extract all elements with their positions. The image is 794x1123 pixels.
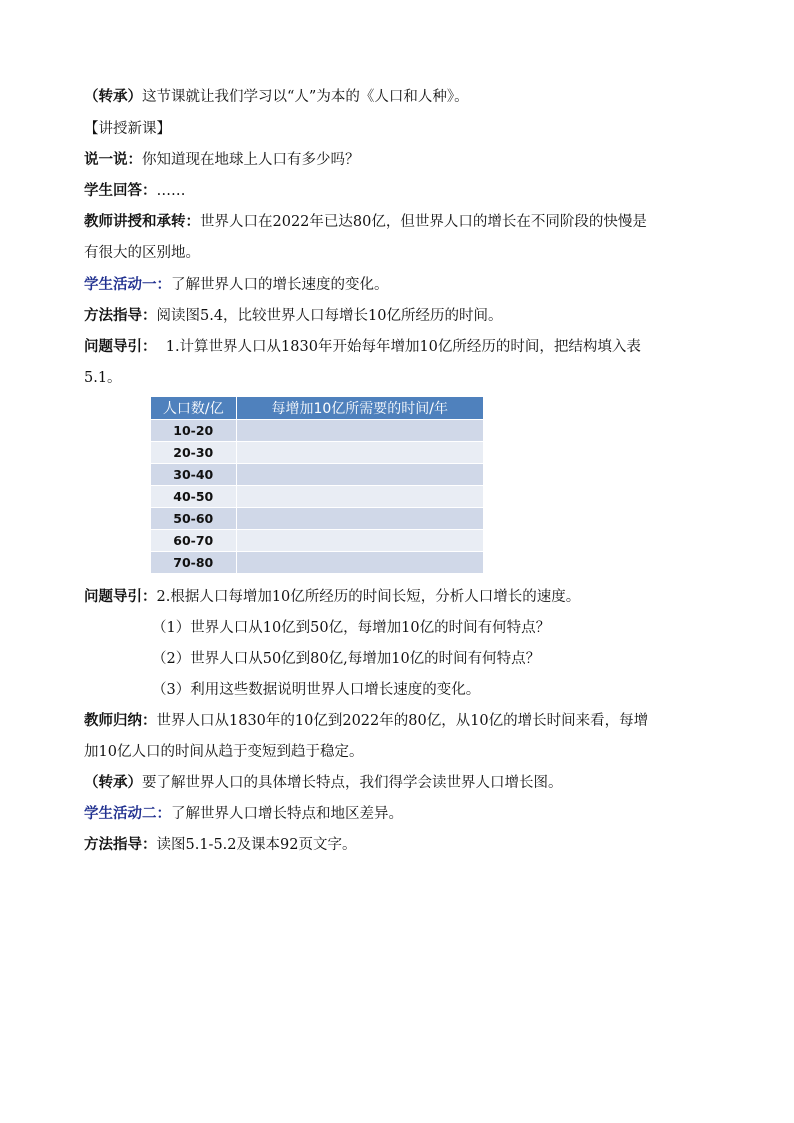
paragraph-teacher-summary-cont: 加10亿人口的时间从趋于变短到趋于稳定。 — [84, 744, 364, 760]
label-teacher-summary: 教师归纳： — [84, 712, 157, 729]
label-student-answer: 学生回答： — [84, 182, 157, 199]
paragraph-activity-1: 学生活动一：了解世界人口的增长速度的变化。 — [84, 276, 389, 293]
paragraph-teacher-lecture: 教师讲授和承转：世界人口在2022年已达80亿，但世界人口的增长在不同阶段的快慢是 — [84, 213, 647, 230]
cell-range: 10-20 — [151, 420, 236, 442]
table-row — [151, 442, 483, 464]
cell-value — [236, 420, 483, 442]
table-row — [151, 486, 483, 508]
table-row — [151, 552, 483, 574]
label-transition: （转承） — [84, 88, 142, 105]
sub-question-3: （3）利用这些数据说明世界人口增长速度的变化。 — [152, 682, 481, 698]
paragraph-student-answer: 学生回答：…… — [84, 182, 186, 199]
population-table — [151, 397, 483, 573]
section-heading: 【讲授新课】 — [84, 121, 171, 137]
paragraph-say: 说一说：你知道现在地球上人口有多少吗？ — [84, 151, 360, 168]
cell-value — [236, 508, 483, 530]
label-question-2: 问题导引： — [84, 588, 157, 605]
sub-question-2: （2）世界人口从50亿到80亿,每增加10亿的时间有何特点？ — [152, 651, 541, 667]
table-row — [151, 530, 483, 552]
paragraph-activity-2: 学生活动二：了解世界人口增长特点和地区差异。 — [84, 805, 403, 822]
label-method-1: 方法指导： — [84, 307, 157, 324]
label-transition-2: （转承） — [84, 774, 142, 791]
paragraph-question-2: 问题导引：2.根据人口每增加10亿所经历的时间长短，分析人口增长的速度。 — [84, 588, 581, 605]
table-header-row — [151, 397, 483, 420]
paragraph-teacher-summary: 教师归纳：世界人口从1830年的10亿到2022年的80亿，从10亿的增长时间来看，每增 — [84, 712, 649, 729]
label-activity-1: 学生活动一： — [84, 276, 171, 293]
label-method-2: 方法指导： — [84, 836, 157, 853]
label-say: 说一说： — [84, 151, 142, 168]
cell-value — [236, 464, 483, 486]
header-time: 每增加10亿所需要的时间/年 — [236, 397, 483, 420]
table-row — [151, 508, 483, 530]
paragraph-method-1: 方法指导：阅读图5.4，比较世界人口每增长10亿所经历的时间。 — [84, 307, 503, 324]
text-transition: 这节课就让我们学习以“人”为本的《人口和人种》。 — [142, 89, 469, 105]
cell-range: 60-70 — [151, 530, 236, 552]
cell-range: 50-60 — [151, 508, 236, 530]
paragraph-question-1: 问题导引： 1.计算世界人口从1830年开始每年增加10亿所经历的时间，把结构填入表 — [84, 338, 641, 355]
paragraph-transition-1 — [84, 87, 469, 107]
cell-value — [236, 486, 483, 508]
label-activity-2: 学生活动二： — [84, 805, 171, 822]
cell-value — [236, 552, 483, 574]
cell-range: 30-40 — [151, 464, 236, 486]
paragraph-question-1-cont: 5.1。 — [84, 370, 122, 386]
cell-range: 70-80 — [151, 552, 236, 574]
sub-question-1: （1）世界人口从10亿到50亿，每增加10亿的时间有何特点？ — [152, 620, 551, 636]
label-question-1: 问题导引： — [84, 338, 157, 355]
cell-range: 40-50 — [151, 486, 236, 508]
paragraph-transition-2: （转承）要了解世界人口的具体增长特点，我们得学会读世界人口增长图。 — [84, 774, 563, 791]
cell-value — [236, 530, 483, 552]
cell-range: 20-30 — [151, 442, 236, 464]
table-row — [151, 464, 483, 486]
label-teacher-lecture: 教师讲授和承转： — [84, 213, 200, 230]
paragraph-method-2: 方法指导：读图5.1-5.2及课本92页文字。 — [84, 836, 357, 853]
header-population: 人口数/亿 — [151, 397, 236, 420]
paragraph-teacher-lecture-cont: 有很大的区别地。 — [84, 245, 200, 261]
table-row — [151, 420, 483, 442]
cell-value — [236, 442, 483, 464]
